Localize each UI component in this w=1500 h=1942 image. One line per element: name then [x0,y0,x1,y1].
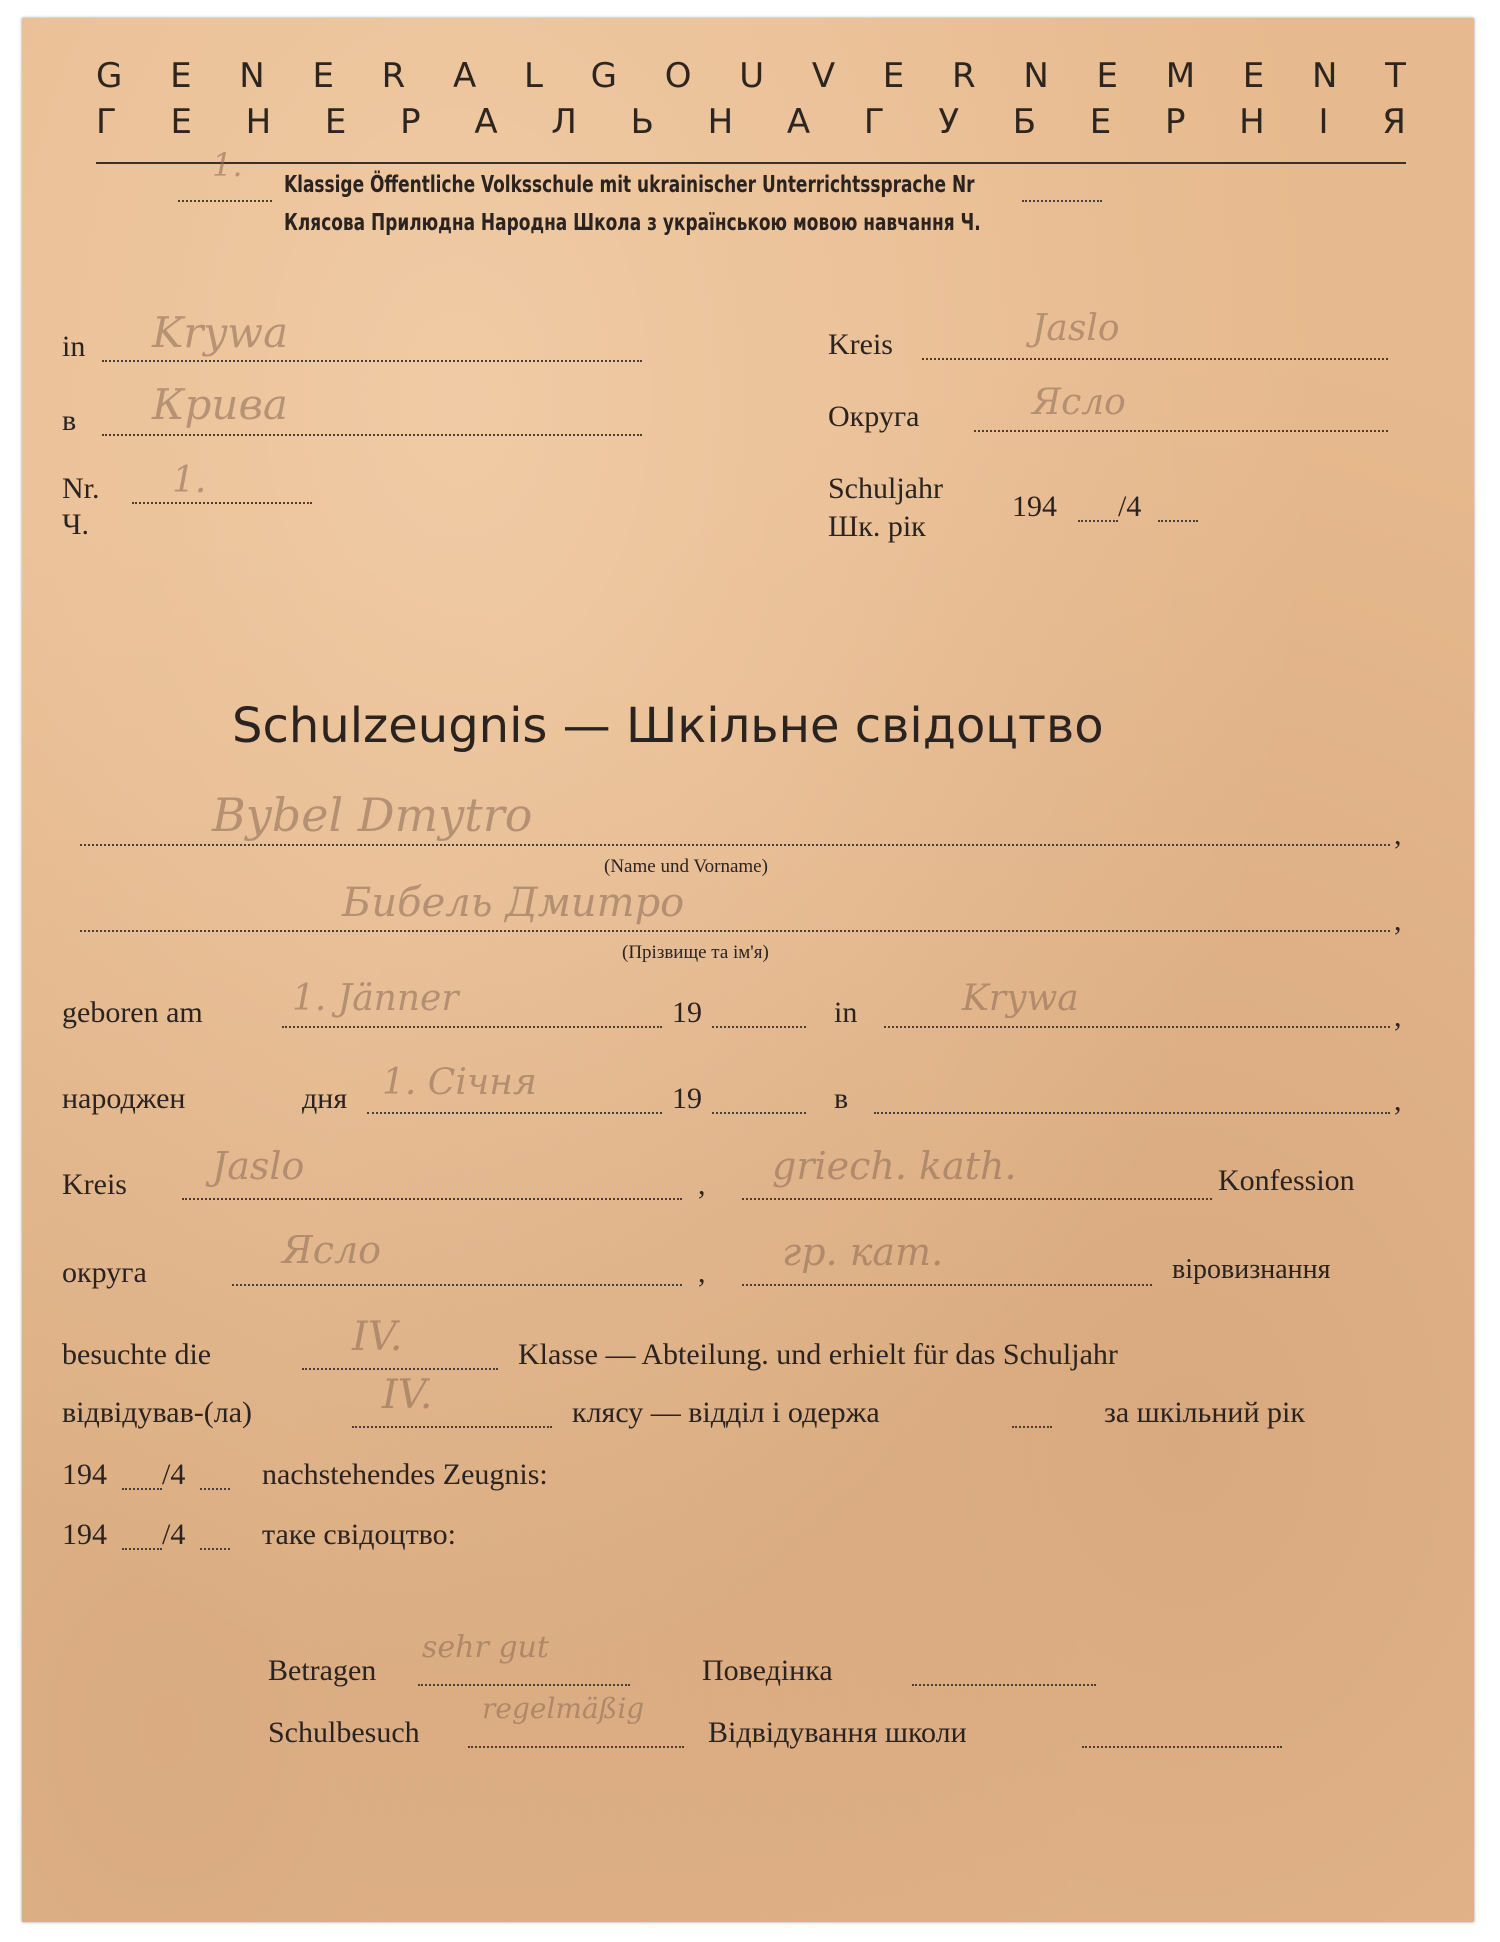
classes-dotted-line [178,200,272,202]
schulbesuch-handwritten: regelmäßig [482,1692,645,1725]
header-de-letter: V [811,56,836,96]
header-de-letter: E [170,56,192,96]
header-uk-letter: Н [245,102,272,142]
header-de-letter: T [1385,56,1406,96]
header-de-letter: R [952,56,976,96]
header-de-letter: E [1096,56,1118,96]
header-uk-letter: Я [1382,102,1406,142]
header-uk-letter: Л [551,102,577,142]
header-uk-letter: Р [400,102,421,142]
zeugnis-year-sep-uk: /4 [162,1518,186,1551]
betragen-label: Betragen [268,1654,377,1687]
konfession-dotted [742,1198,1212,1200]
schuljahr-year-sep: /4 [1118,490,1142,523]
betragen-handwritten: sehr gut [422,1630,549,1665]
schulbesuch-label: Schulbesuch [268,1716,420,1749]
ch-label: Ч. [62,508,89,541]
header-uk-letter: А [786,102,811,142]
schuljahr-dotted-2 [1158,520,1198,522]
header-uk-letter: І [1318,102,1329,142]
header-de-letter: L [523,56,543,96]
v-label: в [62,404,77,437]
name-handwritten-de: Bybel Dmytro [212,788,533,842]
comma: , [1394,1000,1402,1033]
zeugnis-de-text: nachstehendes Zeugnis: [262,1458,548,1491]
zeugnis-uk-text: таке свідоцтво: [262,1518,456,1551]
shk-rik-label: Шк. рік [828,510,926,543]
header-de-letter: G [96,56,123,96]
header-uk-letter: У [938,102,960,142]
page-title: Schulzeugnis — Шкільне свідоцтво [232,698,1104,754]
birth-in-label: in [834,996,858,1029]
district-okruha-label: округа [62,1256,147,1289]
birth-place-handwritten-de: Krywa [962,978,1079,1019]
birth-date-dotted-de [282,1026,662,1028]
klasse-de-text: Klasse — Abteilung. und erhielt für das Schuljahr [518,1338,1118,1371]
povedinka-dotted [912,1684,1096,1686]
birth-year-dotted-uk [712,1112,806,1114]
in-dotted-line [102,360,642,362]
schulbesuch-dotted [468,1746,684,1748]
povedinka-label: Поведінка [702,1654,833,1687]
header-uk-letter: Г [96,102,117,142]
header-uk-letter: Е [1089,102,1112,142]
konfession-label: Konfession [1218,1164,1355,1197]
header-de-letter: G [590,56,617,96]
kreis-handwritten: Jaslo [1032,308,1120,349]
virovyznannia-dotted [742,1284,1152,1286]
school-number-dotted-line [1022,200,1102,202]
zeugnis-year-dotted-1-de [122,1488,162,1490]
birth-date-handwritten-de: 1. Jänner [292,978,459,1019]
zeugnis-year-dotted-1-uk [122,1548,162,1550]
narodzhen-label: народжен [62,1082,186,1115]
header-uk-letter: Н [707,102,734,142]
comma: , [1394,904,1402,937]
header-generalgouvernement-uk [96,102,1406,142]
class-handwritten-de: IV. [352,1314,403,1360]
birth-place-dotted-uk [874,1112,1390,1114]
geboren-label: geboren am [62,996,203,1029]
name-dotted-line-uk [80,930,1390,932]
nr-dotted-line [132,502,312,504]
besuchte-class-dotted [302,1368,498,1370]
classes-handwritten: 1. [212,146,243,184]
header-de-letter: E [882,56,905,96]
header-de-letter: O [664,56,692,96]
oderzha-dotted [1012,1426,1052,1428]
zeugnis-year-dotted-2-uk [200,1548,230,1550]
okruha-dotted-line [974,430,1388,432]
header-uk-letter: Р [1164,102,1186,142]
vidviduvannia-label: Відвідування школи [708,1716,967,1749]
name-handwritten-uk: Бибель Дмитро [342,880,685,926]
header-de-letter: E [1242,56,1265,96]
place-handwritten-uk: Крива [152,380,288,429]
konfession-handwritten: griech. kath. [772,1144,1017,1188]
kreis-label: Kreis [828,328,893,361]
birth-year-prefix-de: 19 [672,996,702,1029]
header-de-letter: U [739,56,765,96]
klasse-uk-text-1: клясу — відділ і одержа [572,1396,880,1429]
name-caption-uk: (Прізвище та ім'я) [622,942,769,963]
vidviduvav-label: відвідував-(ла) [62,1396,253,1429]
dnia-label: дня [302,1082,348,1115]
schuljahr-dotted-1 [1078,520,1118,522]
okruha-handwritten: Ясло [1032,382,1126,423]
birth-date-handwritten-uk: 1. Січня [382,1062,537,1103]
comma: , [1394,818,1402,851]
virovyznannia-label: віровизнання [1172,1254,1331,1285]
betragen-dotted [418,1684,630,1686]
name-dotted-line-de [80,844,1390,846]
school-type-uk: Клясова Прилюдна Народна Школа з українською мовою навчання Ч. [284,210,981,236]
header-uk-letter: А [474,102,498,142]
header-uk-letter: Б [1012,102,1037,142]
birth-place-dotted-de [884,1026,1390,1028]
comma: , [698,1256,706,1289]
vidviduvannia-dotted [1082,1746,1282,1748]
birth-v-label: в [834,1082,849,1115]
certificate-sheet [22,18,1474,1922]
schuljahr-year-prefix: 194 [1012,490,1057,523]
zeugnis-year-dotted-2-de [200,1488,230,1490]
comma: , [698,1168,706,1201]
okruha-label: Округа [828,400,920,433]
header-uk-letter: Н [1239,102,1265,142]
zeugnis-year-prefix-uk: 194 [62,1518,107,1551]
schuljahr-label: Schuljahr [828,472,943,505]
zeugnis-year-sep-de: /4 [162,1458,186,1491]
header-de-letter: A [452,56,477,96]
v-dotted-line [102,434,642,436]
in-label: in [62,330,86,363]
name-caption-de: (Name und Vorname) [604,856,768,877]
virovyznannia-handwritten: гр. кат. [782,1230,944,1274]
header-uk-letter: Г [863,102,885,142]
header-de-letter: R [381,56,406,96]
header-rule [96,162,1406,164]
district-okruha-handwritten: Ясло [282,1228,382,1272]
besuchte-label: besuchte die [62,1338,212,1371]
header-uk-letter: Е [170,102,192,142]
district-kreis-dotted [182,1198,682,1200]
header-de-letter: E [312,56,334,96]
nr-label: Nr. [62,472,100,505]
header-generalgouvernement-de [96,56,1406,96]
district-kreis-handwritten: Jaslo [212,1144,305,1188]
birth-year-prefix-uk: 19 [672,1082,702,1115]
header-de-letter: N [1311,56,1338,96]
klasse-uk-text-2: за шкільний рік [1104,1396,1305,1429]
birth-year-dotted-de [712,1026,806,1028]
place-handwritten-de: Krywa [152,308,289,357]
vidviduvav-class-dotted [352,1426,552,1428]
header-de-letter: M [1165,56,1196,96]
school-type-de: Klassige Öffentliche Volksschule mit ukrainischer Unterrichtssprache Nr [284,172,975,198]
header-uk-letter: Е [324,102,347,142]
comma: , [1394,1084,1402,1117]
zeugnis-year-prefix-de: 194 [62,1458,107,1491]
header-uk-letter: Ь [630,102,654,142]
birth-date-dotted-uk [367,1112,662,1114]
class-handwritten-uk: IV. [382,1372,433,1418]
district-kreis-label: Kreis [62,1168,127,1201]
header-de-letter: N [1023,56,1049,96]
kreis-dotted-line [922,358,1388,360]
district-okruha-dotted [232,1284,682,1286]
header-de-letter: N [239,56,265,96]
nr-handwritten: 1. [172,460,207,501]
